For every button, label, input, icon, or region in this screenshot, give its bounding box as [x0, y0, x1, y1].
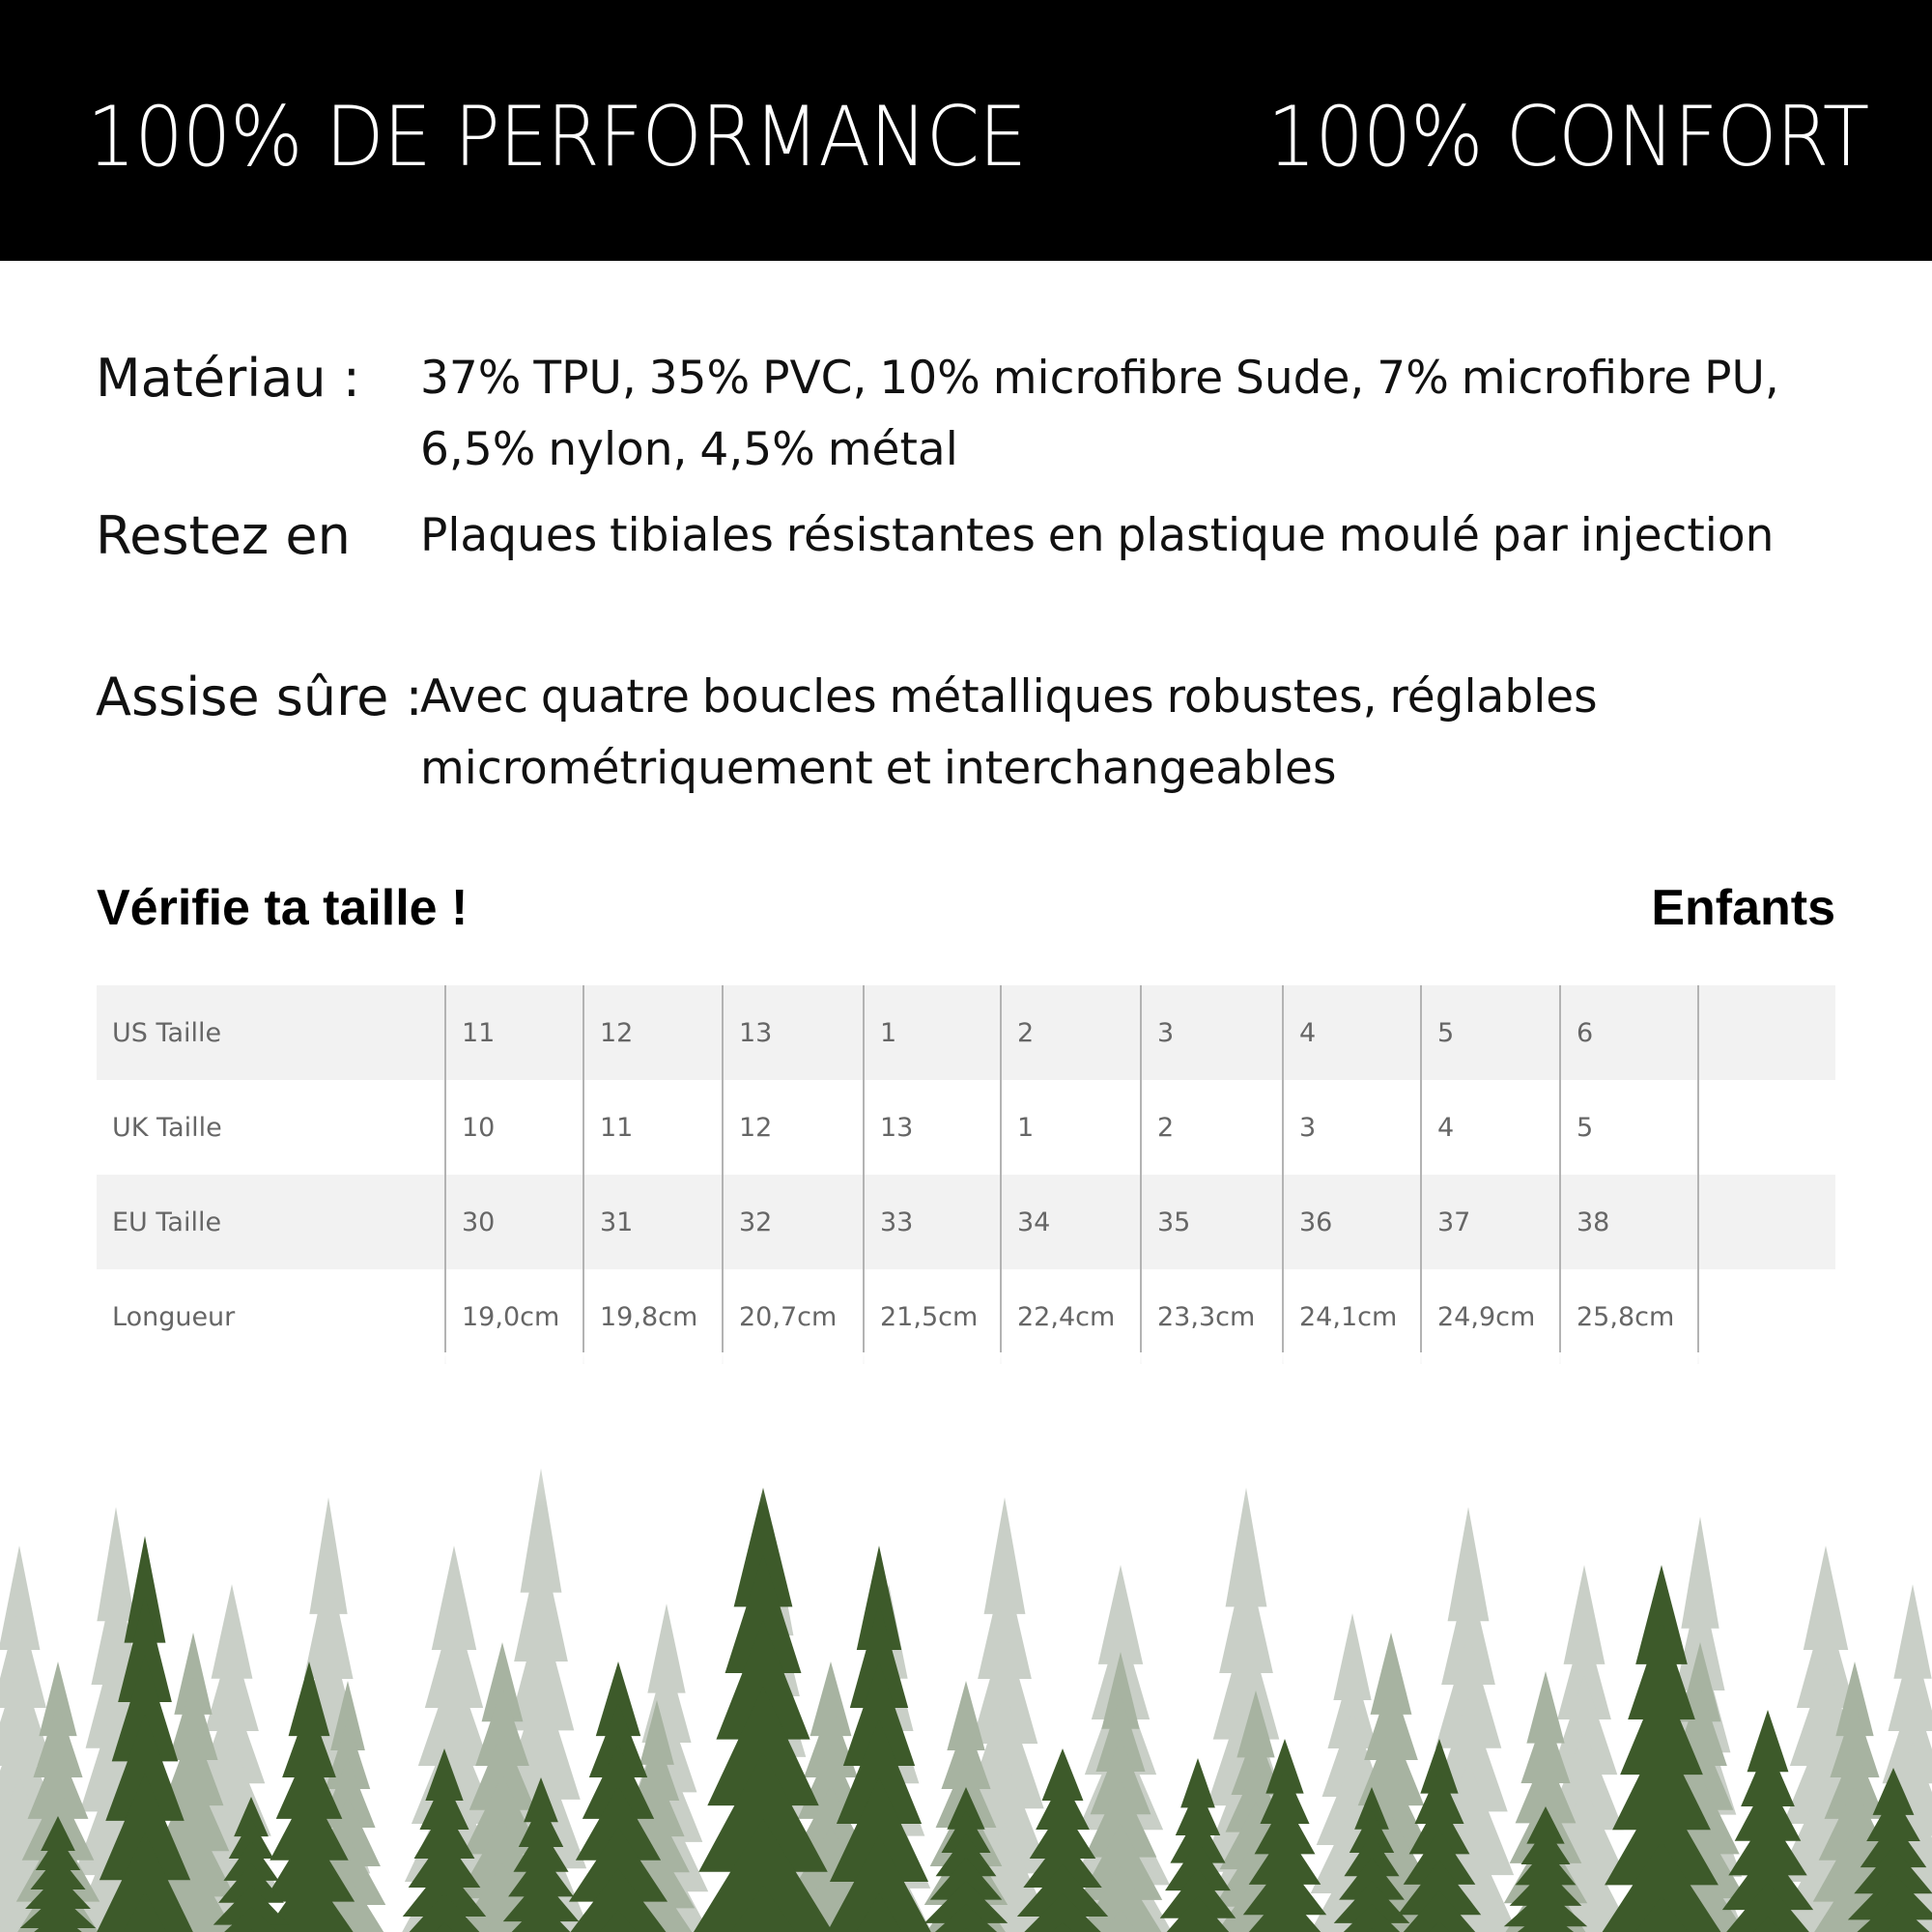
table-cell: 5 [1421, 985, 1560, 1080]
table-cell: 11 [583, 1080, 723, 1175]
row-label: Longueur [112, 1301, 236, 1332]
table-cell: 3 [1141, 985, 1283, 1080]
table-cell-empty [1698, 985, 1835, 1080]
table-cell: 31 [583, 1175, 723, 1269]
table-cell: 20,7cm [723, 1269, 864, 1364]
table-cell: 2 [1141, 1080, 1283, 1175]
table-cell: 4 [1421, 1080, 1560, 1175]
table-cell: 37 [1421, 1175, 1560, 1269]
table-cell: 30 [445, 1175, 583, 1269]
table-cell: 34 [1001, 1175, 1141, 1269]
row-label: EU Taille [97, 1175, 445, 1269]
table-cell-empty [1698, 1080, 1835, 1175]
forest-image [0, 1352, 1932, 1932]
size-table [97, 985, 1835, 1364]
table-cell: 4 [1283, 985, 1421, 1080]
row-label: UK Taille [112, 1112, 222, 1143]
table-cell: 19,8cm [583, 1269, 723, 1364]
table-cell: 24,9cm [1421, 1269, 1560, 1364]
spec-value: 37% TPU, 35% PVC, 10% microfibre Sude, 7% microfibre PU, 6,5% nylon, 4,5% métal [420, 352, 1779, 476]
table-cell: 19,0cm [445, 1269, 583, 1364]
table-cell: 2 [1001, 985, 1141, 1080]
spec-value: Plaques tibiales résistantes en plastique moulé par injection [420, 509, 1775, 562]
table-cell: 1 [864, 985, 1001, 1080]
table-cell: 13 [723, 985, 864, 1080]
table-cell: 13 [864, 1080, 1001, 1175]
spec-label: Restez en [96, 505, 351, 566]
table-cell: 22,4cm [1001, 1269, 1141, 1364]
table-cell: 10 [445, 1080, 583, 1175]
table-cell: 23,3cm [1141, 1269, 1283, 1364]
spec-label: Assise sûre : [96, 667, 423, 727]
table-cell: 1 [1001, 1080, 1141, 1175]
table-cell: 24,1cm [1283, 1269, 1421, 1364]
table-cell: 6 [1560, 985, 1698, 1080]
banner-comfort-text: 100% CONFORT [1267, 89, 1869, 185]
table-row [97, 1080, 1835, 1175]
table-cell-empty [1698, 1269, 1835, 1364]
table-row [97, 1269, 1835, 1364]
table-cell: 3 [1283, 1080, 1421, 1175]
table-cell-empty [1698, 1175, 1835, 1269]
header-banner [0, 0, 1932, 261]
table-cell: 11 [445, 985, 583, 1080]
size-chart-title: Vérifie ta taille ! [97, 880, 469, 936]
spec-value: Avec quatre boucles métalliques robustes, réglables micrométriquement et interchangeables [420, 670, 1598, 795]
table-cell: 25,8cm [1560, 1269, 1698, 1364]
table-cell: 36 [1283, 1175, 1421, 1269]
table-cell: 32 [723, 1175, 864, 1269]
table-row [97, 1175, 1835, 1269]
spec-label: Matériau : [96, 348, 360, 409]
row-label: US Taille [97, 985, 445, 1080]
size-chart-group: Enfants [1651, 880, 1835, 936]
table-cell: 5 [1560, 1080, 1698, 1175]
table-cell: 35 [1141, 1175, 1283, 1269]
table-cell: 38 [1560, 1175, 1698, 1269]
table-cell: 33 [864, 1175, 1001, 1269]
table-cell: 21,5cm [864, 1269, 1001, 1364]
table-row [97, 985, 1835, 1080]
table-cell: 12 [583, 985, 723, 1080]
banner-performance-text: 100% DE PERFORMANCE [87, 89, 1027, 185]
table-cell: 12 [723, 1080, 864, 1175]
